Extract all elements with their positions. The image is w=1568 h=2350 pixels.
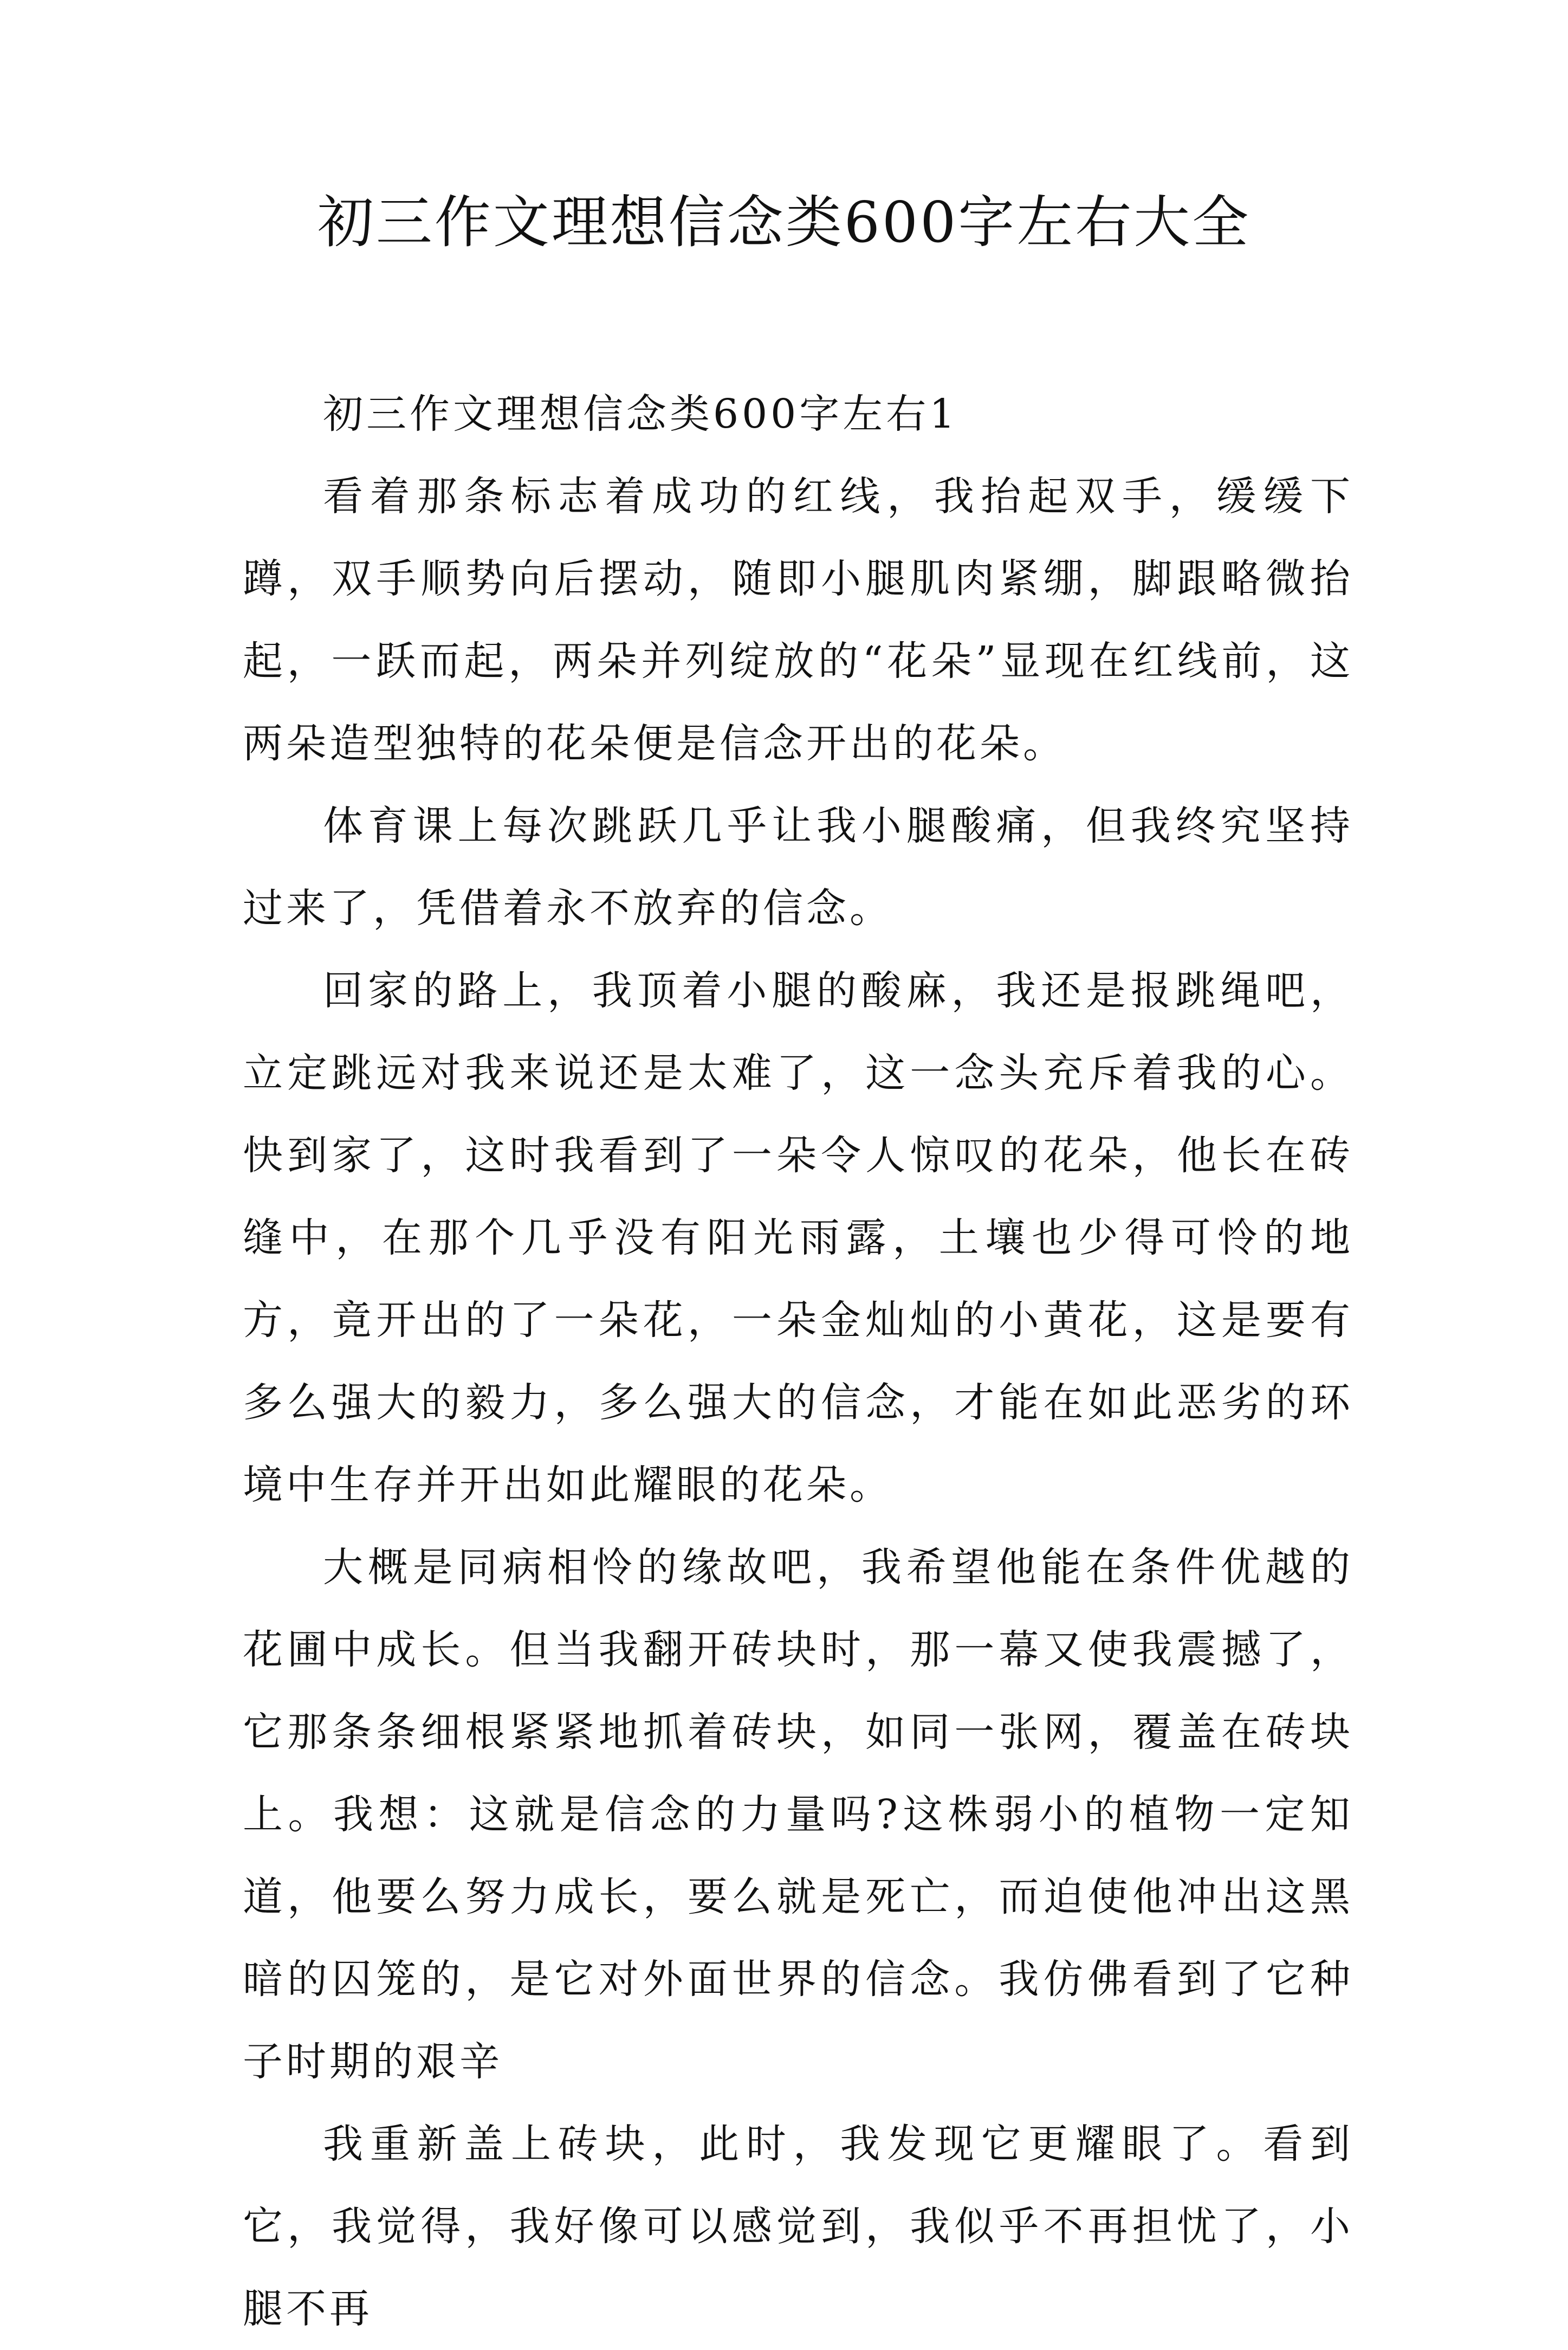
section-heading: 初三作文理想信念类600字左右1: [323, 391, 958, 437]
paragraph: 我重新盖上砖块，此时，我发现它更耀眼了。看到它，我觉得，我好像可以感觉到，我似乎不再担忧了，小腿不再: [243, 2121, 1353, 2332]
paragraph: 看着那条标志着成功的红线，我抬起双手，缓缓下蹲，双手顺势向后摆动，随即小腿肌肉紧绷，脚跟略微抬起，一跃而起，两朵并列绽放的“花朵”显现在红线前，这两朵造型独特的花朵便是信念开出的花朵。: [243, 473, 1353, 767]
paragraph: 大概是同病相怜的缘故吧，我希望他能在条件优越的花圃中成长。但当我翻开砖块时，那一幕又使我震撼了，它那条条细根紧紧地抓着砖块，如同一张网，覆盖在砖块上。我想：这就是信念的力量吗?这株弱小的植物一定知道，他要么努力成长，要么就是死亡，而迫使他冲出这黑暗的囚笼的，是它对外面世界的信念。我仿佛看到了它种子时期的艰辛: [243, 1544, 1353, 2085]
paragraph: 回家的路上，我顶着小腿的酸麻，我还是报跳绳吧，立定跳远对我来说还是太难了，这一念头充斥着我的心。快到家了，这时我看到了一朵令人惊叹的花朵，他长在砖缝中，在那个几乎没有阳光雨露，土壤也少得可怜的地方，竟开出的了一朵花，一朵金灿灿的小黄花，这是要有多么强大的毅力，多么强大的信念，才能在如此恶劣的环境中生存并开出如此耀眼的花朵。: [243, 967, 1353, 1508]
document-title: 初三作文理想信念类600字左右大全: [317, 189, 1251, 255]
paragraph: 体育课上每次跳跃几乎让我小腿酸痛，但我终究坚持过来了，凭借着永不放弃的信念。: [243, 803, 1353, 932]
document-body: [243, 373, 1353, 2350]
